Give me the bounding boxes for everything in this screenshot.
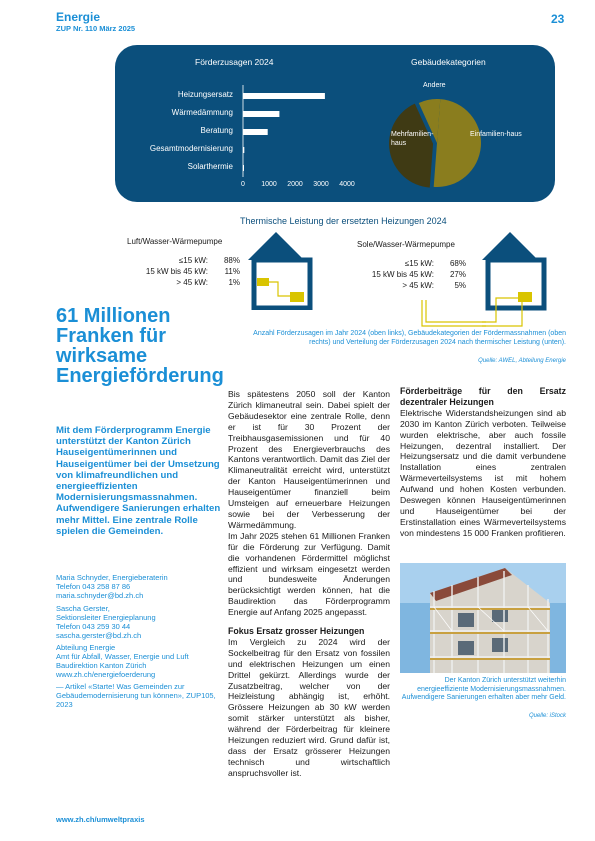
bar-chart-title: Förderzusagen 2024 <box>195 57 274 67</box>
paragraph: Elektrische Widerstandsheizungen sind ab 2030 im Kanton Zürich verboten. Teilweise wurden elektrische, aber auch fossile Heizungen, dezentral installiert. Der Heizungsersatz und die damit verbundene Installation eines zentralen Wärmeverteilsystems ist mit hohem Aufwand und hohen Kosten verbunden. Deswegen können Hauseigentümerinnen und Hauseigentümer bei der Erstinstallation eines Wärmeverteilsystems von mindestens 15 000 Franken profitieren. <box>400 407 566 538</box>
issue-label: ZUP Nr. 110 März 2025 <box>56 24 136 33</box>
paragraph: Im Vergleich zu 2024 wird der Sockelbeitrag für den Ersatz von fossilen und elektrischen Heizungen um einen Drittel gekürzt. Allerdings wurde der Zusatzbeitrag, welcher von der Heizleistung abhängig ist, erhöht. Grössere Heizungen ab 30 kW werden somit stärker unterstützt als bisher, während der Förderbeitrag für kleinere Heizungen reduziert wird. Grund dafür ist, dass der Ersatz grösserer Heizungen technisch und wirtschaftlich anspruchsvoller ist. <box>228 636 390 778</box>
tick-label: 1000 <box>261 181 277 188</box>
indoor-unit <box>518 292 532 302</box>
subheading: Förderbeiträge für den Ersatz dezentraler Heizungen <box>400 386 566 407</box>
tick-label: 4000 <box>339 181 355 188</box>
brine-water-row: ≤15 kW: 68% <box>404 259 466 268</box>
ground-probe-illustration <box>418 296 486 330</box>
contact-line: Telefon 043 258 87 86 <box>56 582 131 591</box>
thermal-title: Thermische Leistung der ersetzten Heizungen 2024 <box>240 216 447 226</box>
chart-source: Quelle: AWEL, Abteilung Energie <box>478 358 566 364</box>
reference-item: — Artikel «Starte! Was Gemeinden zur Gebäudemodernisierung tun können», ZUP105, 2023 <box>56 682 216 709</box>
bar-4 <box>243 147 244 153</box>
contact-email[interactable]: maria.schnyder@bd.zh.ch <box>56 591 144 600</box>
pipe-line <box>426 300 486 322</box>
bar-label: Heizungsersatz <box>177 90 233 99</box>
contact-department <box>56 643 226 679</box>
brine-water-row: 15 kW bis 45 kW: 27% <box>371 270 466 279</box>
subheading: Fokus Ersatz grosser Heizungen <box>228 626 365 637</box>
article-lead: Mit dem Förderprogramm Energie unterstützt der Kanton Zürich Hauseigentümerinnen und Hauseigentümer bei der Umsetzung von klimafreundlichen und energieeffizienten Modernisierungsmassnahmen. Aufwendigere Sanierungen erhalten mehr Mittel. Eine zentrale Rolle spielen die Gemeinden. <box>56 425 221 537</box>
text-column-middle <box>228 389 390 779</box>
contact-schnyder <box>56 573 226 600</box>
bar-3 <box>243 129 268 135</box>
contact-line: Maria Schnyder, Energieberaterin <box>56 573 168 582</box>
pie-chart-title: Gebäudekategorien <box>411 57 486 67</box>
bar-1 <box>243 93 325 99</box>
contact-line: Abteilung Energie <box>56 643 116 652</box>
pie-label-einfamilienhaus: Einfamilien-haus <box>470 131 522 138</box>
photo-caption: Der Kanton Zürich unterstützt weiterhin energieeffiziente Modernisierungsmassnahmen. Aufwendigere Sanierungen erhalten aber mehr Geld. <box>401 677 566 702</box>
house-heat-pump-illustration <box>248 226 320 310</box>
brine-water-row: > 45 kW: 5% <box>402 281 466 290</box>
photo-source: Quelle: iStock <box>528 713 566 719</box>
contact-line: Telefon 043 259 30 44 <box>56 622 131 631</box>
bar-label: Gesamtmodernisierung <box>149 144 233 153</box>
outdoor-unit <box>257 278 269 286</box>
indoor-unit <box>290 292 304 302</box>
article-headline: 61 Millionen Franken für wirksame Energieförderung <box>56 305 224 387</box>
contact-line: Amt für Abfall, Wasser, Energie und Luft <box>56 652 189 661</box>
contact-gerster <box>56 604 226 640</box>
bar-label: Solarthermie <box>187 162 233 171</box>
paragraph: Bis spätestens 2050 soll der Kanton Zürich klimaneutral sein. Dabei spielt der Gebäudesektor eine zentrale Rolle, denn er ist für 30 Prozent der Treibhausgasemissionen und für 40 Prozent des Energieverbrauchs des Kantons verantwortlich. Damit das Ziel der Klimaneutralität erreicht wird, unterstützt der Kanton Hauseigentümerinnen und Hauseigentümer finanziell beim Umsteigen auf erneuerbare Heizungen sowie bei der Verbesserung der Wärmedämmung. <box>228 389 390 530</box>
house-roof <box>248 232 304 260</box>
scaffolding-photo <box>400 563 566 673</box>
tick-label: 3000 <box>313 181 329 188</box>
chart-caption: Anzahl Förderzusagen im Jahr 2024 (oben links), Gebäudekategorien der Fördermassnahmen (oben rechts) und Verteilung der Förderzusagen 2024 nach thermischer Leistung (unten). <box>253 330 566 346</box>
house-ground-source-illustration <box>482 226 554 330</box>
tick-label: 0 <box>241 181 245 188</box>
pipe-line <box>269 282 290 296</box>
bar-label: Wärmedämmung <box>171 108 233 117</box>
pie-label-andere: Andere <box>423 82 446 89</box>
footer-link[interactable]: www.zh.ch/umweltpraxis <box>56 815 145 824</box>
tick-label: 2000 <box>287 181 303 188</box>
text-column-right <box>400 386 566 539</box>
air-water-row: > 45 kW: 1% <box>176 278 240 287</box>
air-water-title: Luft/Wasser-Wärmepumpe <box>127 237 223 246</box>
bar-chart <box>240 85 352 180</box>
paragraph: Im Jahr 2025 stehen 61 Millionen Franken für die Förderung zur Verfügung. Damit die vorhandenen Fördermittel möglichst effizient und wirksam eingesetzt werden und bundesweite Änderungen berücksichtigt werden können, hat die Baudirektion das Förderprogramm Energie auf Anfang 2025 angepasst. <box>228 530 390 618</box>
pie-label-mehrfamilienhaus: Mehrfamilien-haus <box>391 131 434 147</box>
brine-water-title: Sole/Wasser-Wärmepumpe <box>357 240 455 249</box>
contact-email[interactable]: sascha.gerster@bd.zh.ch <box>56 631 142 640</box>
bar-2 <box>243 111 279 117</box>
bar-label: Beratung <box>200 126 233 135</box>
house-roof <box>482 232 538 260</box>
contact-link[interactable]: www.zh.ch/energiefoerderung <box>56 670 156 679</box>
bar-5 <box>243 165 244 171</box>
contact-line: Sektionsleiter Energieplanung <box>56 613 156 622</box>
chart-panel <box>115 45 555 202</box>
contact-line: Baudirektion Kanton Zürich <box>56 661 147 670</box>
contact-line: Sascha Gerster, <box>56 604 110 613</box>
air-water-row: ≤15 kW: 88% <box>178 256 240 265</box>
air-water-row: 15 kW bis 45 kW: 11% <box>145 267 240 276</box>
section-title: Energie <box>56 10 101 24</box>
page-number: 23 <box>551 12 565 26</box>
